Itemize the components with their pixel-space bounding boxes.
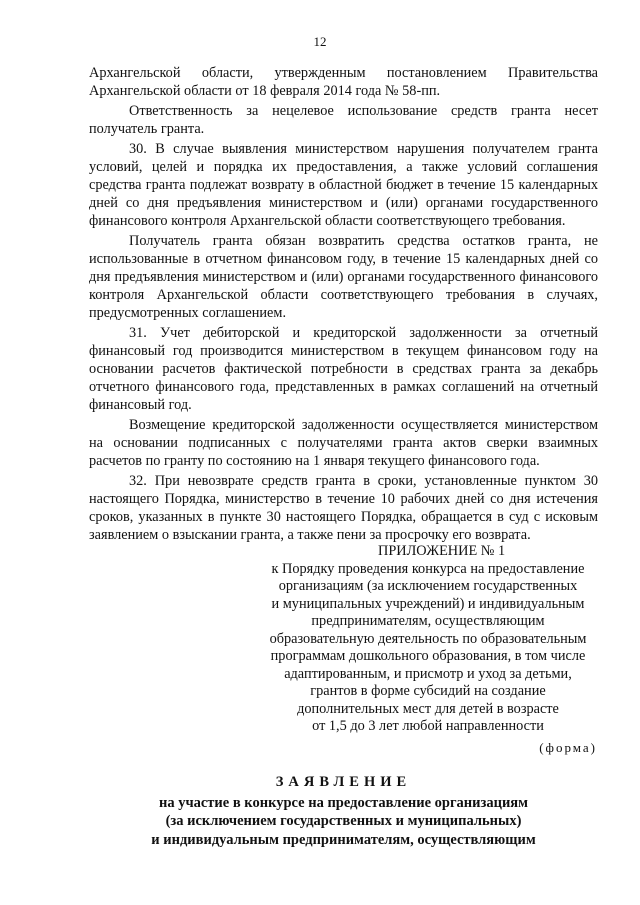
- appendix-line: программам дошкольного образования, в том числе: [270, 648, 586, 664]
- appendix-title: ПРИЛОЖЕНИЕ № 1: [378, 543, 506, 559]
- statement-subtitle-line: на участие в конкурсе на предоставление организациям: [158, 794, 529, 811]
- statement-title: ЗАЯВЛЕНИЕ: [275, 774, 412, 790]
- paragraph-31: 31. Учет дебиторской и кредиторской задолженности за отчетный финансовый год производится министерством в текущем финансовом году на основании расчетов фактической потребности в средствах гранта за декабрь отчетного финансового года, представленных в рамках соглашений на отчетный финансовый год.: [89, 325, 598, 413]
- appendix-line: организациям (за исключением государственных: [278, 578, 578, 594]
- paragraph-responsibility: Ответственность за нецелевое использование средств гранта несет получатель гранта.: [89, 103, 598, 137]
- appendix-line: образовательную деятельность по образовательным: [269, 630, 587, 647]
- statement-heading: [89, 773, 598, 849]
- appendix-line: и муниципальных учреждений) и индивидуальным: [271, 595, 585, 612]
- appendix-line: адаптированным, и присмотр и уход за детьми,: [284, 665, 572, 682]
- paragraph-32: 32. При невозврате средств гранта в сроки, установленные пунктом 30 настоящего Порядка, министерство в течение 10 рабочих дней со дня истечения сроков, указанных в пункте 30 настоящего Порядка, обращается в суд с исковым заявлением о взыскании гранта, а также пени за просрочку его возврата.: [89, 473, 598, 543]
- appendix-line: предпринимателям, осуществляющим: [311, 613, 545, 629]
- statement-subtitle-line: и индивидуальным предпринимателям, осуществляющим: [151, 831, 536, 848]
- appendix-block: [258, 543, 598, 736]
- appendix-line: к Порядку проведения конкурса на предоставление: [271, 560, 585, 577]
- appendix-line: от 1,5 до 3 лет любой направленности: [312, 718, 544, 734]
- body-text: [89, 64, 598, 546]
- appendix-line: грантов в форме субсидий на создание: [310, 683, 546, 699]
- paragraph-creditor-debt: Возмещение кредиторской задолженности осуществляется министерством на основании подписанных с получателями гранта актов сверки взаимных расчетов по гранту по состоянию на 1 января текущего финансового года.: [89, 417, 598, 469]
- page-number: 12: [313, 34, 327, 49]
- paragraph-return-remainder: Получатель гранта обязан возвратить средства остатков гранта, не использованные в отчетном финансовом году, в течение 15 календарных дней со дня предъявления министерством и (или) органами государственного финансового контроля Архангельской области соответствующего требования в случаях, предусмотренных соглашением.: [89, 233, 598, 321]
- paragraph-30: 30. В случае выявления министерством нарушения получателем гранта условий, целей и порядка их предоставления, а также условий соглашения средства гранта подлежат возврату в областной бюджет в течение 15 календарных дней со дня предъявления министерством и (или) органами государственного финансового контроля Архангельской области соответствующего требования.: [89, 141, 598, 229]
- appendix-line: дополнительных мест для детей в возрасте: [297, 700, 559, 717]
- paragraph-continuation: Архангельской области, утвержденным постановлением Правительства Архангельской области от 18 февраля 2014 года № 58-пп.: [89, 65, 598, 99]
- statement-subtitle-line: (за исключением государственных и муниципальных): [165, 813, 522, 829]
- form-label: (форма): [539, 740, 597, 755]
